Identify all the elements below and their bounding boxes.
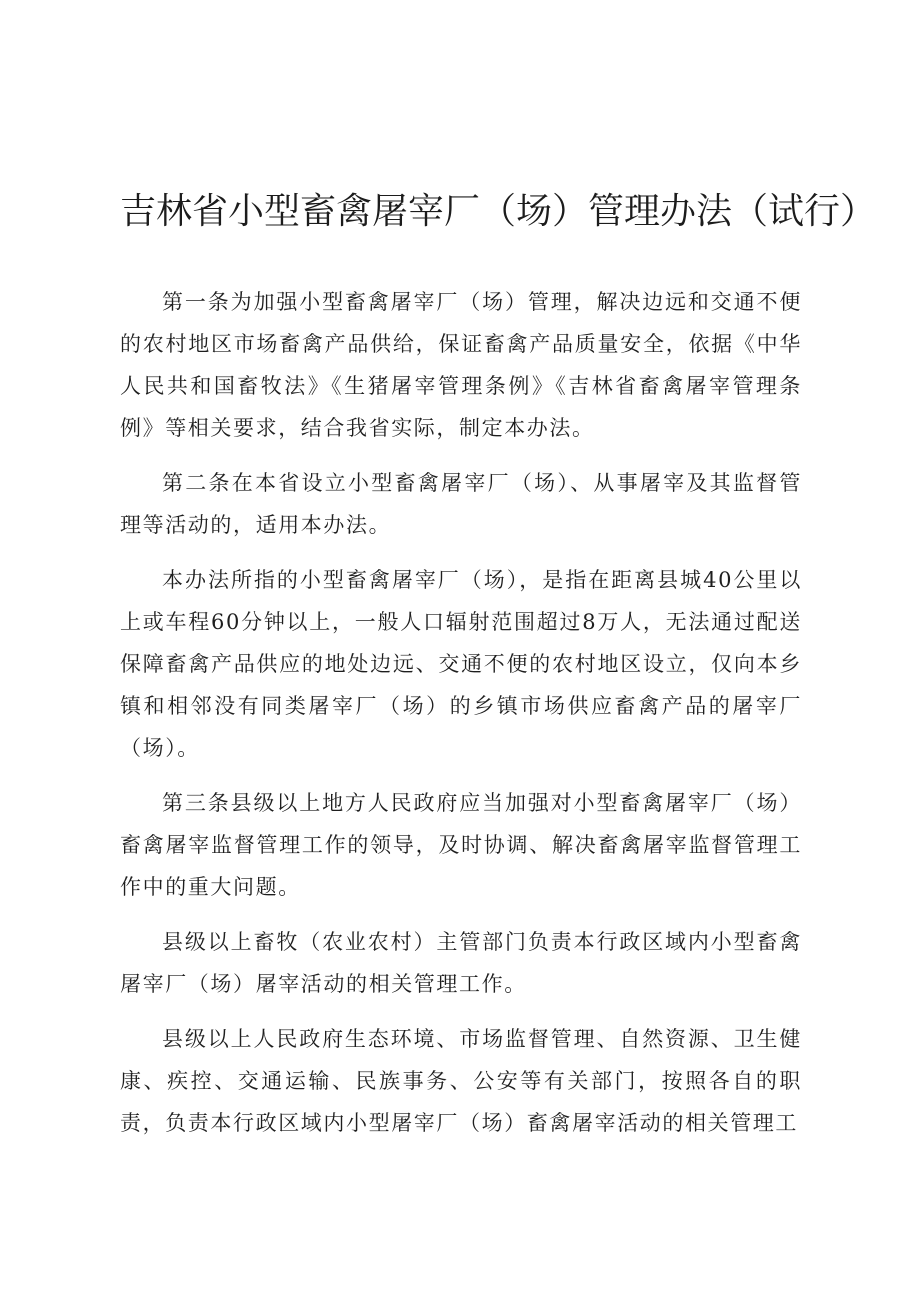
article-2-paragraph: 第二条在本省设立小型畜禽屠宰厂（场）、从事屠宰及其监督管理等活动的，适用本办法。 [120, 471, 802, 537]
document-title: 吉林省小型畜禽屠宰厂（场）管理办法（试行） [120, 191, 877, 232]
definition-paragraph: 本办法所指的小型畜禽屠宰厂（场），是指在距离县城40公里以上或车程60分钟以上，一般人口辐射范围超过8万人，无法通过配送保障畜禽产品供应的地处边远、交通不便的农村地区设立，仅向本乡镇和相邻没有同类屠宰厂（场）的乡镇市场供应畜禽产品的屠宰厂（场）。 [120, 568, 802, 760]
document-body [120, 281, 802, 1157]
article-3-paragraph: 第三条县级以上地方人民政府应当加强对小型畜禽屠宰厂（场）畜禽屠宰监督管理工作的领导，及时协调、解决畜禽屠宰监督管理工作中的重大问题。 [120, 791, 802, 899]
livestock-department-paragraph: 县级以上畜牧（农业农村）主管部门负责本行政区域内小型畜禽屠宰厂（场）屠宰活动的相关管理工作。 [120, 930, 802, 996]
article-1-paragraph: 第一条为加强小型畜禽屠宰厂（场）管理，解决边远和交通不便的农村地区市场畜禽产品供给，保证畜禽产品质量安全，依据《中华人民共和国畜牧法》《生猪屠宰管理条例》《吉林省畜禽屠宰管理条例》等相关要求，结合我省实际，制定本办法。 [120, 290, 802, 440]
other-departments-paragraph: 县级以上人民政府生态环境、市场监督管理、自然资源、卫生健康、疾控、交通运输、民族事务、公安等有关部门，按照各自的职责，负责本行政区域内小型屠宰厂（场）畜禽屠宰活动的相关管理工 [120, 1027, 802, 1135]
